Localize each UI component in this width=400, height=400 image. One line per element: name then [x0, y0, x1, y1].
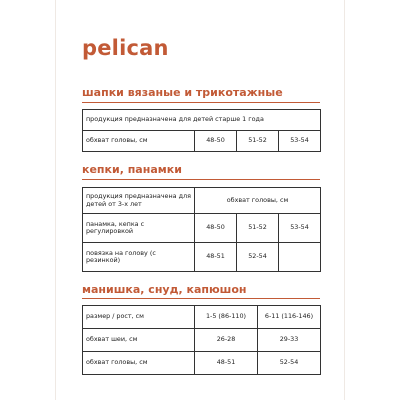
size-cell: 48-50 [195, 131, 237, 152]
table-row [83, 214, 321, 243]
table-row [83, 243, 321, 272]
dickey-snood-hood-table [82, 305, 321, 375]
row-label: обхват головы, см [83, 352, 195, 375]
size-cell: 51-52 [237, 131, 279, 152]
size-cell: 26-28 [195, 329, 258, 352]
row-label: повязка на голову (с резинкой) [83, 243, 195, 272]
table-row [83, 306, 321, 329]
brand-logo: pelican [82, 36, 169, 60]
row-label: размер / рост, см [83, 306, 195, 329]
table-header-cell: обхват головы, см [195, 188, 321, 214]
size-cell [279, 243, 321, 272]
section-divider [82, 102, 320, 103]
section-title-knitted-hats: шапки вязаные и трикотажные [82, 86, 283, 99]
size-cell: 48-50 [195, 214, 237, 243]
size-cell: 51-52 [237, 214, 279, 243]
section-divider [82, 179, 320, 180]
knitted-hats-table [82, 109, 321, 152]
section-divider [82, 298, 320, 299]
size-cell: 29-33 [258, 329, 321, 352]
size-cell: 1-5 (86-110) [195, 306, 258, 329]
size-cell: 6-11 (116-146) [258, 306, 321, 329]
size-chart-card [55, 0, 345, 400]
table-row [83, 352, 321, 375]
row-label: панамка, кепка с регулировкой [83, 214, 195, 243]
table-header-cell: продукция предназначена для детей старше 1 года [83, 110, 321, 131]
size-cell: 52-54 [258, 352, 321, 375]
table-row [83, 188, 321, 214]
size-cell: 53-54 [279, 131, 321, 152]
section-title-caps-panamas: кепки, панамки [82, 163, 182, 176]
size-cell: 48-51 [195, 243, 237, 272]
table-header-cell: продукция предназначена для детей от 3-х лет [83, 188, 195, 214]
row-label: обхват шеи, см [83, 329, 195, 352]
size-cell: 48-51 [195, 352, 258, 375]
table-row [83, 110, 321, 131]
row-label: обхват головы, см [83, 131, 195, 152]
section-title-dickey-snood-hood: манишка, снуд, капюшон [82, 283, 247, 296]
caps-panamas-table [82, 187, 321, 272]
size-cell: 52-54 [237, 243, 279, 272]
size-cell: 53-54 [279, 214, 321, 243]
table-row [83, 329, 321, 352]
table-row [83, 131, 321, 152]
